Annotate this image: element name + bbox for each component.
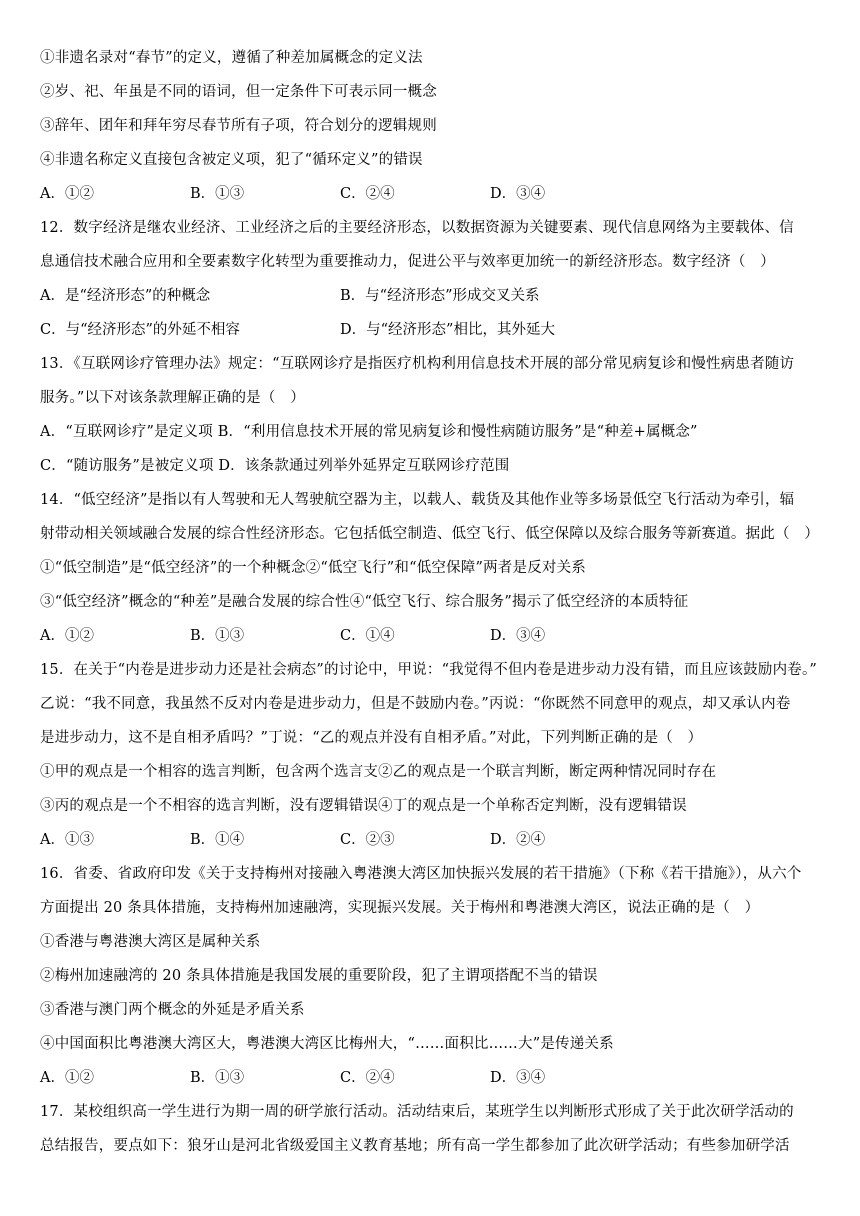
q11-option-b: B．①③ xyxy=(190,186,245,202)
q11-statement-1: ①非遗名录对“春节”的定义，遵循了种差加属概念的定义法 xyxy=(40,50,423,66)
q15-statements-1-2: ①甲的观点是一个相容的选言判断，包含两个选言支②乙的观点是一个联言判断，断定两种情况同时存在 xyxy=(40,764,717,780)
q15-option-b: B．①④ xyxy=(190,832,245,848)
q16-option-c: C．②④ xyxy=(340,1070,395,1086)
q15-option-a: A．①③ xyxy=(40,832,94,848)
q15-stem-line-2: 乙说：“我不同意，我虽然不反对内卷是进步动力，但是不鼓励内卷。”丙说：“你既然不同意甲的观点，却又承认内卷 xyxy=(40,696,791,712)
q17-stem-line-1: 17．某校组织高一学生进行为期一周的研学旅行活动。活动结束后，某班学生以判断形式形成了关于此次研学活动的 xyxy=(40,1104,794,1120)
q12-options-row-2 xyxy=(40,320,825,340)
q12-option-c: C．与“经济形态”的外延不相容 xyxy=(40,322,240,338)
q11-option-a: A．①② xyxy=(40,186,94,202)
q16-statement-3: ③香港与澳门两个概念的外延是矛盾关系 xyxy=(40,1002,305,1018)
q16-option-d: D．③④ xyxy=(490,1070,546,1086)
q14-option-b: B．①③ xyxy=(190,628,245,644)
q14-stem-line-2: 射带动相关领域融合发展的综合性经济形态。它包括低空制造、低空飞行、低空保障以及综合服务等新赛道。据此（ ） xyxy=(40,526,820,542)
q14-option-d: D．③④ xyxy=(490,628,546,644)
q11-statement-3: ③辞年、团年和拜年穷尽春节所有子项，符合划分的逻辑规则 xyxy=(40,118,437,134)
q15-stem-line-1: 15．在关于“内卷是进步动力还是社会病态”的讨论中，甲说：“我觉得不但内卷是进步动力没有错，而且应该鼓励内卷。” xyxy=(40,662,818,678)
q16-statement-4: ④中国面积比粤港澳大湾区大，粤港澳大湾区比梅州大，“……面积比……大”是传递关系 xyxy=(40,1036,614,1052)
q11-statement-2: ②岁、祀、年虽是不同的语词，但一定条件下可表示同一概念 xyxy=(40,84,437,100)
q14-option-c: C．①④ xyxy=(340,628,395,644)
q15-option-d: D．②④ xyxy=(490,832,546,848)
q16-statement-2: ②梅州加速融湾的 20 条具体措施是我国发展的重要阶段，犯了主谓项搭配不当的错误 xyxy=(40,968,598,984)
q16-option-b: B．①③ xyxy=(190,1070,245,1086)
q14-stem-line-1: 14．“低空经济”是指以有人驾驶和无人驾驶航空器为主，以载人、载货及其他作业等多场景低空飞行活动为牵引，辐 xyxy=(40,492,795,508)
q15-stem-line-3: 是进步动力，这不是自相矛盾吗？”丁说：“乙的观点并没有自相矛盾。”对此，下列判断正确的是（ ） xyxy=(40,730,703,746)
q13-options-row-2: C．“随访服务”是被定义项 D．该条款通过列举外延界定互联网诊疗范围 xyxy=(40,458,510,474)
q11-options xyxy=(40,184,825,204)
q11-statement-4: ④非遗名称定义直接包含被定义项，犯了“循环定义”的错误 xyxy=(40,152,423,168)
q16-stem-line-2: 方面提出 20 条具体措施，支持梅州加速融湾，实现振兴发展。关于梅州和粤港澳大湾区，说法正确的是（ ） xyxy=(40,900,760,916)
q14-option-a: A．①② xyxy=(40,628,94,644)
q13-options-row-1: A．“互联网诊疗”是定义项 B．“利用信息技术开展的常见病复诊和慢性病随访服务”是“种差+属概念” xyxy=(40,424,698,440)
q13-stem-line-2: 服务。”以下对该条款理解正确的是（ ） xyxy=(40,390,305,406)
q16-options xyxy=(40,1068,825,1088)
q15-statements-3-4: ③丙的观点是一个不相容的选言判断，没有逻辑错误④丁的观点是一个单称否定判断，没有逻辑错误 xyxy=(40,798,687,814)
q16-stem-line-1: 16．省委、省政府印发《关于支持梅州对接融入粤港澳大湾区加快振兴发展的若干措施》（下称《若干措施》），从六个 xyxy=(40,866,802,882)
q12-stem-line-2: 息通信技术融合应用和全要素数字化转型为重要推动力，促进公平与效率更加统一的新经济形态。数字经济（ ） xyxy=(40,254,775,270)
q11-option-c: C．②④ xyxy=(340,186,395,202)
q12-stem-line-1: 12．数字经济是继农业经济、工业经济之后的主要经济形态，以数据资源为关键要素、现代信息网络为主要载体、信 xyxy=(40,220,794,236)
q16-option-a: A．①② xyxy=(40,1070,94,1086)
q12-option-d: D．与“经济形态”相比，其外延大 xyxy=(340,322,555,338)
q17-stem-line-2: 总结报告，要点如下：狼牙山是河北省级爱国主义教育基地；所有高一学生都参加了此次研学活动；有些参加研学活 xyxy=(40,1138,790,1154)
q14-statements-1-2: ①“低空制造”是“低空经济”的一个种概念②“低空飞行”和“低空保障”两者是反对关系 xyxy=(40,560,586,576)
q12-option-a: A．是“经济形态”的种概念 xyxy=(40,288,211,304)
q15-options xyxy=(40,830,825,850)
q13-stem-line-1: 13．《互联网诊疗管理办法》规定：“互联网诊疗是指医疗机构利用信息技术开展的部分常见病复诊和慢性病患者随访 xyxy=(40,356,795,372)
q15-option-c: C．②③ xyxy=(340,832,395,848)
q14-statements-3-4: ③“低空经济”概念的“种差”是融合发展的综合性④“低空飞行、综合服务”揭示了低空经济的本质特征 xyxy=(40,594,689,610)
q11-option-d: D．③④ xyxy=(490,186,546,202)
q12-option-b: B．与“经济形态”形成交叉关系 xyxy=(340,288,540,304)
q14-options xyxy=(40,626,825,646)
q12-options-row-1 xyxy=(40,286,825,306)
q16-statement-1: ①香港与粤港澳大湾区是属种关系 xyxy=(40,934,261,950)
